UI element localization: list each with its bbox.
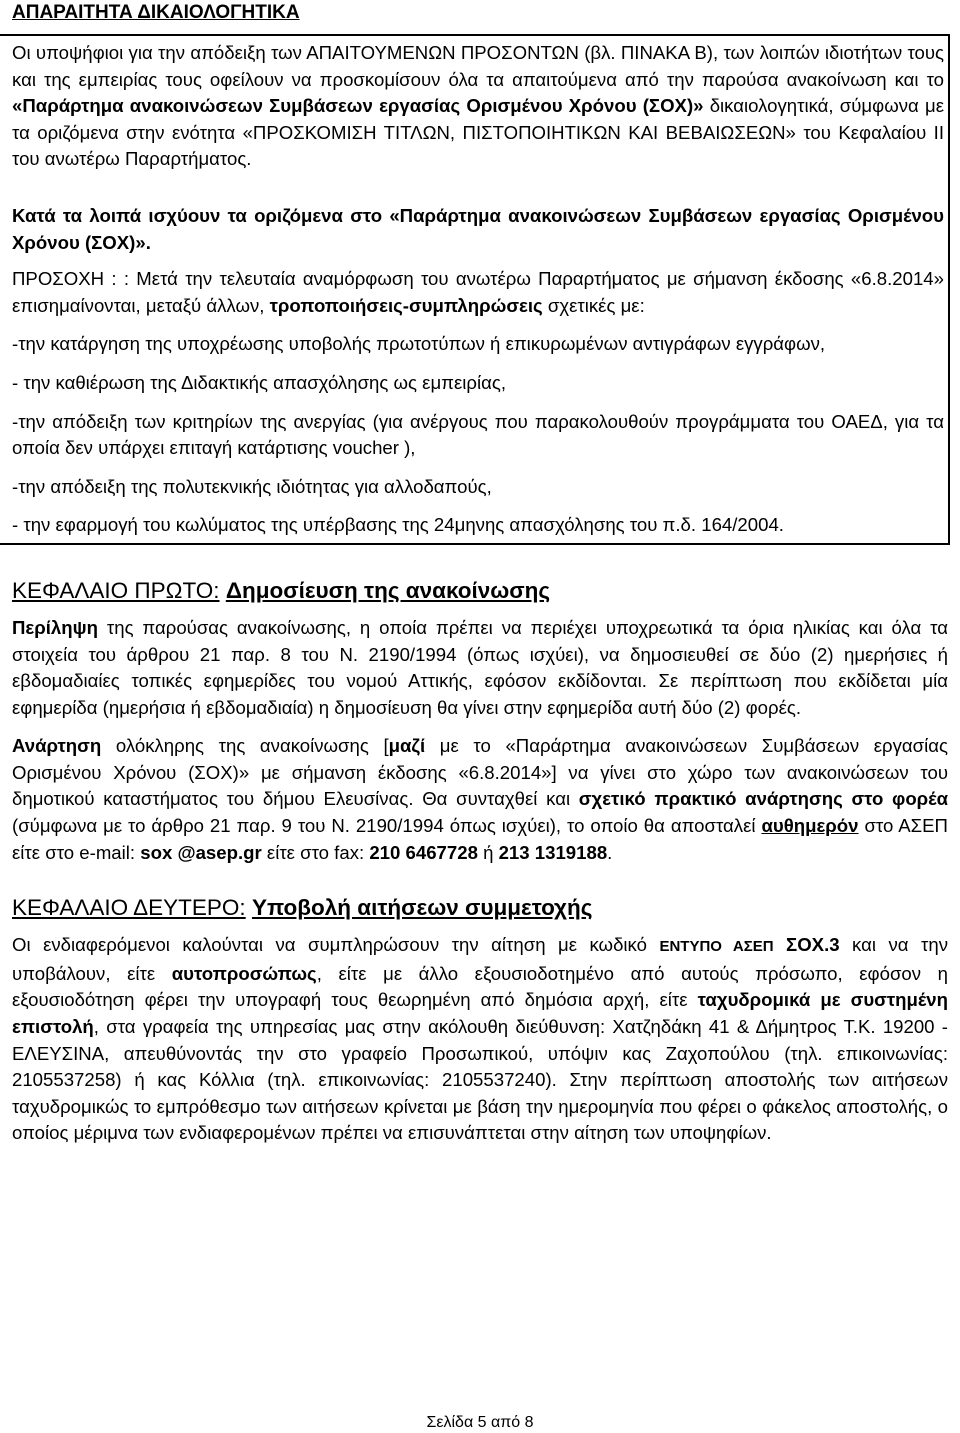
- box-p1-bold: «Παράρτημα ανακοινώσεων Συμβάσεων εργασίας Ορισμένου Χρόνου (ΣΟΧ)»: [12, 95, 704, 117]
- list-item: -την απόδειξη των κριτηρίων της ανεργίας (για ανέργους που παρακολουθούν προγράμματα του ΟΑΕΔ, για τα οποία δεν υπάρχει επιταγή κατάρτισης voucher ),: [12, 410, 944, 459]
- box-p1-text-end: δικαιολογητικά, σύμφωνα με τα οριζόμενα στην ενότητα «ΠΡΟΣΚΟΜΙΣΗ ΤΙΤΛΩΝ, ΠΙΣΤΟΠΟΙΗΤΙΚΩΝ ΚΑΙ ΒΕΒΑΙΩΣΕΩΝ» του Κεφαλαίου ΙΙ του ανωτέρω Παραρτήματος.: [12, 95, 944, 170]
- box-p3-bold: τροποποιήσεις-συμπληρώσεις: [269, 294, 543, 316]
- summary-text: της παρούσας ανακοίνωσης, η οποία πρέπει να περιέχει υποχρεωτικά τα όρια ηλικίας και όλα τα στοιχεία του άρθρου 21 παρ. 8 του Ν. 2190/1994 (όπως ισχύει), να δημοσιευθεί σε δύο (2) ημερήσιες ή εβδομαδιαίες τοπικές εφημερίδες του νομού Αττικής, εφόσον εκδίδονται. Σε περίπτωση που εκδίδεται μία εφημερίδα (ημερήσια ή εβδομαδιαία) η δημοσίευση θα γίνει στην εφημερίδα αυτή δύο (2) φορές.: [12, 616, 948, 718]
- posting-text-5: είτε στο fax:: [261, 841, 370, 863]
- email-address: sox @asep.gr: [140, 841, 262, 863]
- list-item: -την απόδειξη της πολυτεκνικής ιδιότητας για αλλοδαπούς,: [12, 475, 492, 497]
- box-p3-text-end: σχετικές με:: [542, 294, 645, 316]
- chapter-1-title: Δημοσίευση της ανακοίνωσης: [225, 577, 551, 603]
- form-code: ΣΟΧ.3: [786, 934, 840, 956]
- box-paragraph-2: Κατά τα λοιπά ισχύουν τα οριζόμενα στο «Παράρτημα ανακοινώσεων Συμβάσεων εργασίας Ορισμένου Χρόνου (ΣΟΧ)».: [12, 204, 944, 253]
- posting-text-2: με το «Παράρτημα ανακοινώσεων Συμβάσεων εργασίας Ορισμένου Χρόνου (ΣΟΧ)» με σήμανση έκδοσης «6.8.2014»] να γίνει στο χώρο των ανακοινώσεων του δημοτικού καταστήματος του δήμου Ελευσίνας. Θα συνταχθεί και: [12, 735, 948, 810]
- form-code-label: ΕΝΤΥΠΟ ΑΣΕΠ: [659, 938, 774, 956]
- application-text-4: , στα γραφεία της υπηρεσίας μας στην ακόλουθη διεύθυνση: Χατζηδάκη 41 & Δήμητρος Τ.Κ. 19200 - ΕΛΕΥΣΙΝΑ, απευθύνοντάς την στο γραφείο Προσωπικού, υπόψιν κας Ζαχοπούλου (τηλ. επικοινωνίας: 2105537258) ή κας Κόλλια (τηλ. επικοινωνίας: 2105537240). Στην περίπτωση αποστολής των αιτήσεων ταχυδρομικώς το εμπρόθεσμο των αιτήσεων κρίνεται με βάση την ημερομηνία που φέρει ο φάκελος αποστολής, ο οποίος μέριμνα των ενδιαφερομένων πρέπει να επισυνάπτεται στην αίτηση των υποψηφίων.: [12, 1016, 948, 1144]
- posting-text-4: στο ΑΣΕΠ είτε στο e-mail:: [12, 815, 948, 863]
- box-p3-text: ΠΡΟΣΟΧΗ : : Μετά την τελευταία αναμόρφωση του ανωτέρω Παραρτήματος με σήμανση έκδοσης «6.8.2014» επισημαίνονται, μεταξύ άλλων,: [12, 268, 944, 316]
- list-item: - την καθιέρωση της Διδακτικής απασχόλησης ως εμπειρίας,: [12, 371, 506, 393]
- box-paragraph-1: [12, 40, 944, 173]
- notice-box: [0, 34, 950, 545]
- box-paragraph-3: [12, 266, 944, 319]
- posting-label: Ανάρτηση: [12, 735, 102, 757]
- chapter-1-paragraph-2: [12, 733, 948, 866]
- chapter-1-heading: [12, 577, 948, 605]
- posting-bold-together: μαζί: [388, 735, 426, 757]
- application-text-2: και να την υποβάλουν, είτε: [12, 934, 948, 984]
- chapter-1-label: ΚΕΦΑΛΑΙΟ ΠΡΩΤΟ:: [12, 577, 220, 603]
- fax-number-2: 213 1319188: [498, 841, 608, 863]
- fax-number-1: 210 6467728: [369, 841, 478, 863]
- page-title: ΑΠΑΡΑΙΤΗΤΑ ΔΙΚΑΙΟΛΟΓΗΤΙΚΑ: [12, 2, 300, 23]
- chapter-2-label: ΚΕΦΑΛΑΙΟ ΔΕΥΤΕΡΟ:: [12, 895, 246, 921]
- chapter-2-heading: [12, 894, 948, 922]
- chapter-2-title: Υποβολή αιτήσεων συμμετοχής: [251, 895, 593, 921]
- in-person-bold: αυτοπροσώπως: [171, 962, 317, 984]
- posting-text-6: ή: [477, 841, 499, 863]
- page-number: Σελίδα 5 από 8: [426, 1414, 534, 1431]
- chapter-2-paragraph-1: [12, 932, 948, 1147]
- box-p1-text: Οι υποψήφιοι για την απόδειξη των ΑΠΑΙΤΟΥΜΕΝΩΝ ΠΡΟΣΟΝΤΩΝ (βλ. ΠΙΝΑΚΑ Β), των λοιπών ιδιοτήτων τους και της εμπειρίας τους οφείλουν να προσκομίσουν όλα τα απαιτούμενα από την παρούσα ανακοίνωση και το: [12, 42, 944, 90]
- posting-text-end: .: [607, 841, 613, 863]
- posting-bold-record: σχετικό πρακτικό ανάρτησης στο φορέα: [578, 788, 949, 810]
- application-text-3: , είτε με άλλο εξουσιοδοτημένο από αυτούς πρόσωπο, εφόσον η εξουσιοδότηση φέρει την υπογραφή τους θεωρημένη από δημόσια αρχή, είτε: [12, 962, 948, 1011]
- list-item: -την κατάργηση της υποχρέωσης υποβολής πρωτοτύπων ή επικυρωμένων αντιγράφων εγγράφων,: [12, 333, 826, 355]
- posting-bold-same-day: αυθημερόν: [761, 815, 859, 837]
- summary-label: Περίληψη: [12, 616, 98, 638]
- posting-text-1: ολόκληρης της ανακοίνωσης [: [101, 735, 389, 757]
- posting-text-3: (σύμφωνα με το άρθρο 21 παρ. 9 του Ν. 2190/1994 όπως ισχύει), το οποίο θα αποσταλεί: [12, 815, 762, 837]
- chapter-1-paragraph-1: [12, 615, 948, 721]
- list-item: - την εφαρμογή του κωλύματος της υπέρβασης της 24μηνης απασχόλησης του π.δ. 164/2004.: [12, 514, 784, 536]
- registered-mail-bold: ταχυδρομικά με συστημένη επιστολή: [12, 989, 948, 1038]
- application-text-1: Οι ενδιαφερόμενοι καλούνται να συμπληρώσουν την αίτηση με κωδικό: [12, 934, 660, 956]
